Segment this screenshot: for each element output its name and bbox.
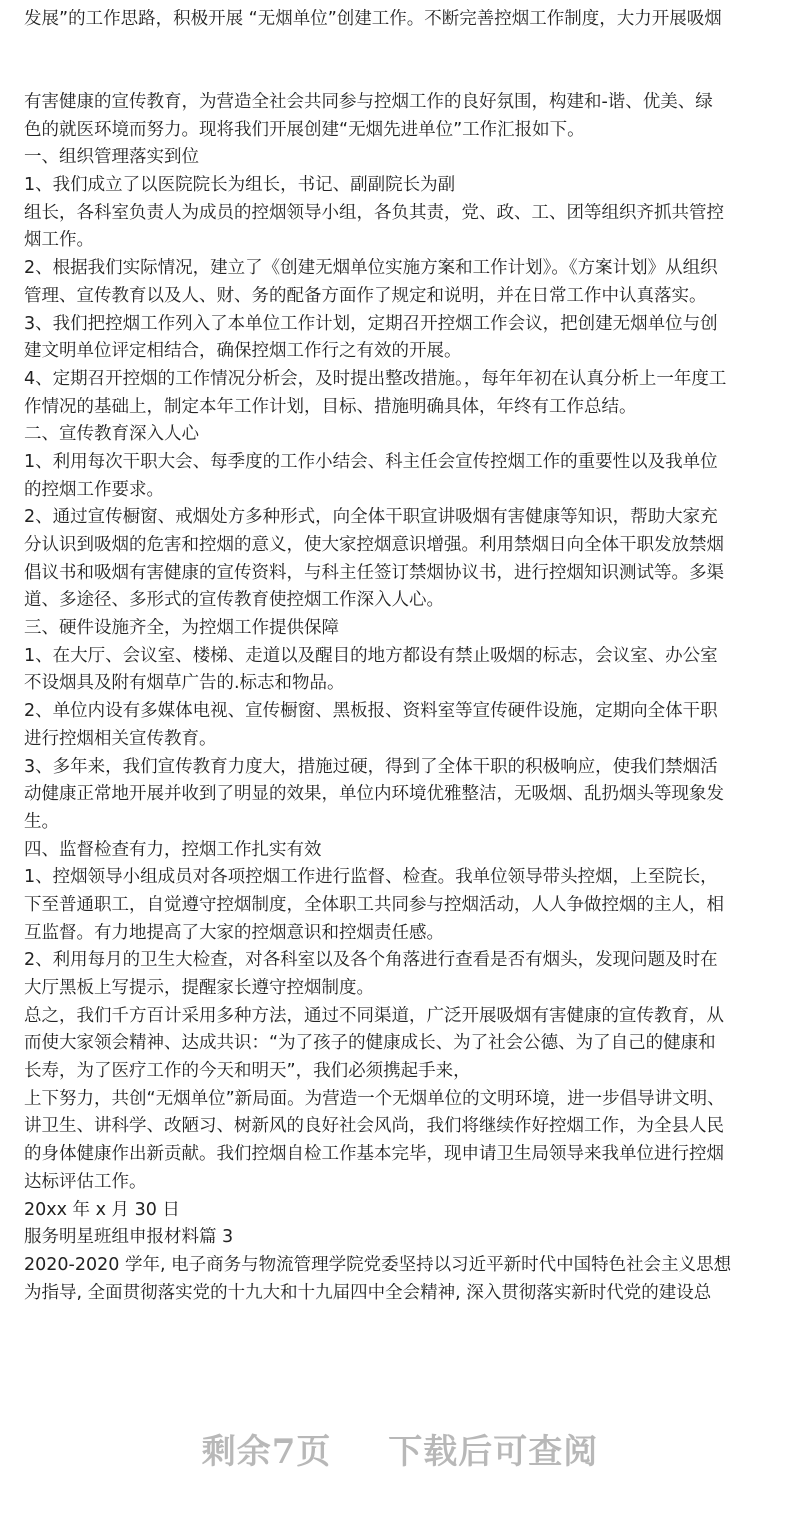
text-line: 倡议书和吸烟有害健康的宣传资料，与科主任签订禁烟协议书，进行控烟知识测试等。多渠 <box>24 562 724 583</box>
text-line: 2、利用每月的卫生大检查，对各科室以及各个角落进行查看是否有烟头，发现问题及时在 <box>24 950 718 971</box>
text-line: 烟工作。 <box>24 230 94 251</box>
text-line: 1、在大厅、会议室、楼梯、走道以及醒目的地方都设有禁止吸烟的标志，会议室、办公室 <box>24 645 718 666</box>
text-line: 1、利用每次干职大会、每季度的工作小结会、科主任会宣传控烟工作的重要性以及我单位 <box>24 451 718 472</box>
text-line: 2、根据我们实际情况，建立了《创建无烟单位实施方案和工作计划》。《方案计划》从组织 <box>24 258 718 279</box>
text-line: 三、硬件设施齐全，为控烟工作提供保障 <box>24 618 339 639</box>
text-line: 生。 <box>24 811 59 832</box>
text-line: 2020-2020 学年, 电子商务与物流管理学院党委坚持以习近平新时代中国特色社会主义思想 <box>24 1254 732 1275</box>
text-line: 一、组织管理落实到位 <box>24 147 199 168</box>
text-line: 分认识到吸烟的危害和控烟的意义，使大家控烟意识增强。利用禁烟日向全体干职发放禁烟 <box>24 535 724 555</box>
text-line: 大厅黑板上写提示，提醒家长遵守控烟制度。 <box>24 978 374 998</box>
text-line: 二、宣传教育深入人心 <box>24 424 199 445</box>
download-prompt[interactable] <box>0 1424 800 1473</box>
document-body <box>24 89 784 1307</box>
text-line: 不设烟具及附有烟草广告的.标志和物品。 <box>24 673 345 694</box>
text-line: 讲卫生、讲科学、改陋习、树新风的良好社会风尚，我们将继续作好控烟工作，为全县人民 <box>24 1116 724 1137</box>
text-line: 1、控烟领导小组成员对各项控烟工作进行监督、检查。我单位领导带头控烟，上至院长， <box>24 867 718 888</box>
text-line: 下至普通职工，自觉遵守控烟制度，全体职工共同参与控烟活动，人人争做控烟的主人，相 <box>24 894 724 915</box>
text-line: 总之，我们千方百计采用多种方法，通过不同渠道，广泛开展吸烟有害健康的宣传教育，从 <box>24 1005 724 1026</box>
text-line: 达标评估工作。 <box>24 1171 147 1192</box>
text-line: 2、通过宣传橱窗、戒烟处方多种形式，向全体干职宣讲吸烟有害健康等知识，帮助大家充 <box>24 507 718 528</box>
text-line: 有害健康的宣传教育，为营造全社会共同参与控烟工作的良好氛围，构建和-谐、优美、绿 <box>24 92 713 112</box>
text-line: 的控烟工作要求。 <box>24 479 164 500</box>
text-line: 的身体健康作出新贡献。我们控烟自检工作基本完毕，现申请卫生局领导来我单位进行控烟 <box>24 1144 724 1165</box>
text-line: 20xx 年 x 月 30 日 <box>24 1199 180 1220</box>
text-line: 道、多途径、多形式的宣传教育使控烟工作深入人心。 <box>24 590 444 611</box>
text-line: 1、我们成立了以医院院长为组长，书记、副副院长为副 <box>24 175 456 196</box>
text-line: 管理、宣传教育以及人、财、务的配备方面作了规定和说明，并在日常工作中认真落实。 <box>24 285 707 306</box>
download-to-read-label[interactable]: 下载后可查阅 <box>388 1432 599 1472</box>
document-top-fragment <box>24 6 784 34</box>
text-line: 长寿，为了医疗工作的今天和明天”，我们必须携起手来， <box>24 1061 471 1082</box>
text-line: 为指导, 全面贯彻落实党的十九大和十九届四中全会精神, 深入贯彻落实新时代党的建设总 <box>24 1282 712 1303</box>
text-line: 作情况的基础上，制定本年工作计划，目标、措施明确具体，年终有工作总结。 <box>24 396 637 417</box>
text-line: 组长，各科室负责人为成员的控烟领导小组，各负其责，党、政、工、团等组织齐抓共管控 <box>24 202 724 223</box>
text-line: 2、单位内设有多媒体电视、宣传橱窗、黑板报、资料室等宣传硬件设施，定期向全体干职 <box>24 701 718 722</box>
text-line: 发展”的工作思路，积极开展 “无烟单位”创建工作。不断完善控烟工作制度，大力开展吸烟 <box>24 9 722 29</box>
text-line: 3、我们把控烟工作列入了本单位工作计划，定期召开控烟工作会议，把创建无烟单位与创 <box>24 313 718 334</box>
text-line: 4、定期召开控烟的工作情况分析会，及时提出整改措施。，每年年初在认真分析上一年度工 <box>24 368 727 389</box>
text-line: 互监督。有力地提高了大家的控烟意识和控烟责任感。 <box>24 922 444 943</box>
text-line: 动健康正常地开展并收到了明显的效果，单位内环境优雅整洁，无吸烟、乱扔烟头等现象发 <box>24 784 724 805</box>
text-line: 上下努力，共创“无烟单位”新局面。为营造一个无烟单位的文明环境，进一步倡导讲文明、 <box>24 1088 725 1109</box>
text-line: 四、监督检查有力，控烟工作扎实有效 <box>24 839 322 860</box>
remaining-pages-label: 剩余7页 <box>201 1432 332 1472</box>
text-line: 建文明单位评定相结合，确保控烟工作行之有效的开展。 <box>24 341 462 362</box>
text-line: 3、多年来，我们宣传教育力度大，措施过硬，得到了全体干职的积极响应，使我们禁烟活 <box>24 756 718 777</box>
text-line: 色的就医环境而努力。现将我们开展创建“无烟先进单位”工作汇报如下。 <box>24 119 585 140</box>
text-line: 而使大家领会精神、达成共识：“为了孩子的健康成长、为了社会公德、为了自己的健康和 <box>24 1033 716 1054</box>
text-line: 进行控烟相关宣传教育。 <box>24 728 217 749</box>
text-line: 服务明星班组申报材料篇 3 <box>24 1227 234 1248</box>
